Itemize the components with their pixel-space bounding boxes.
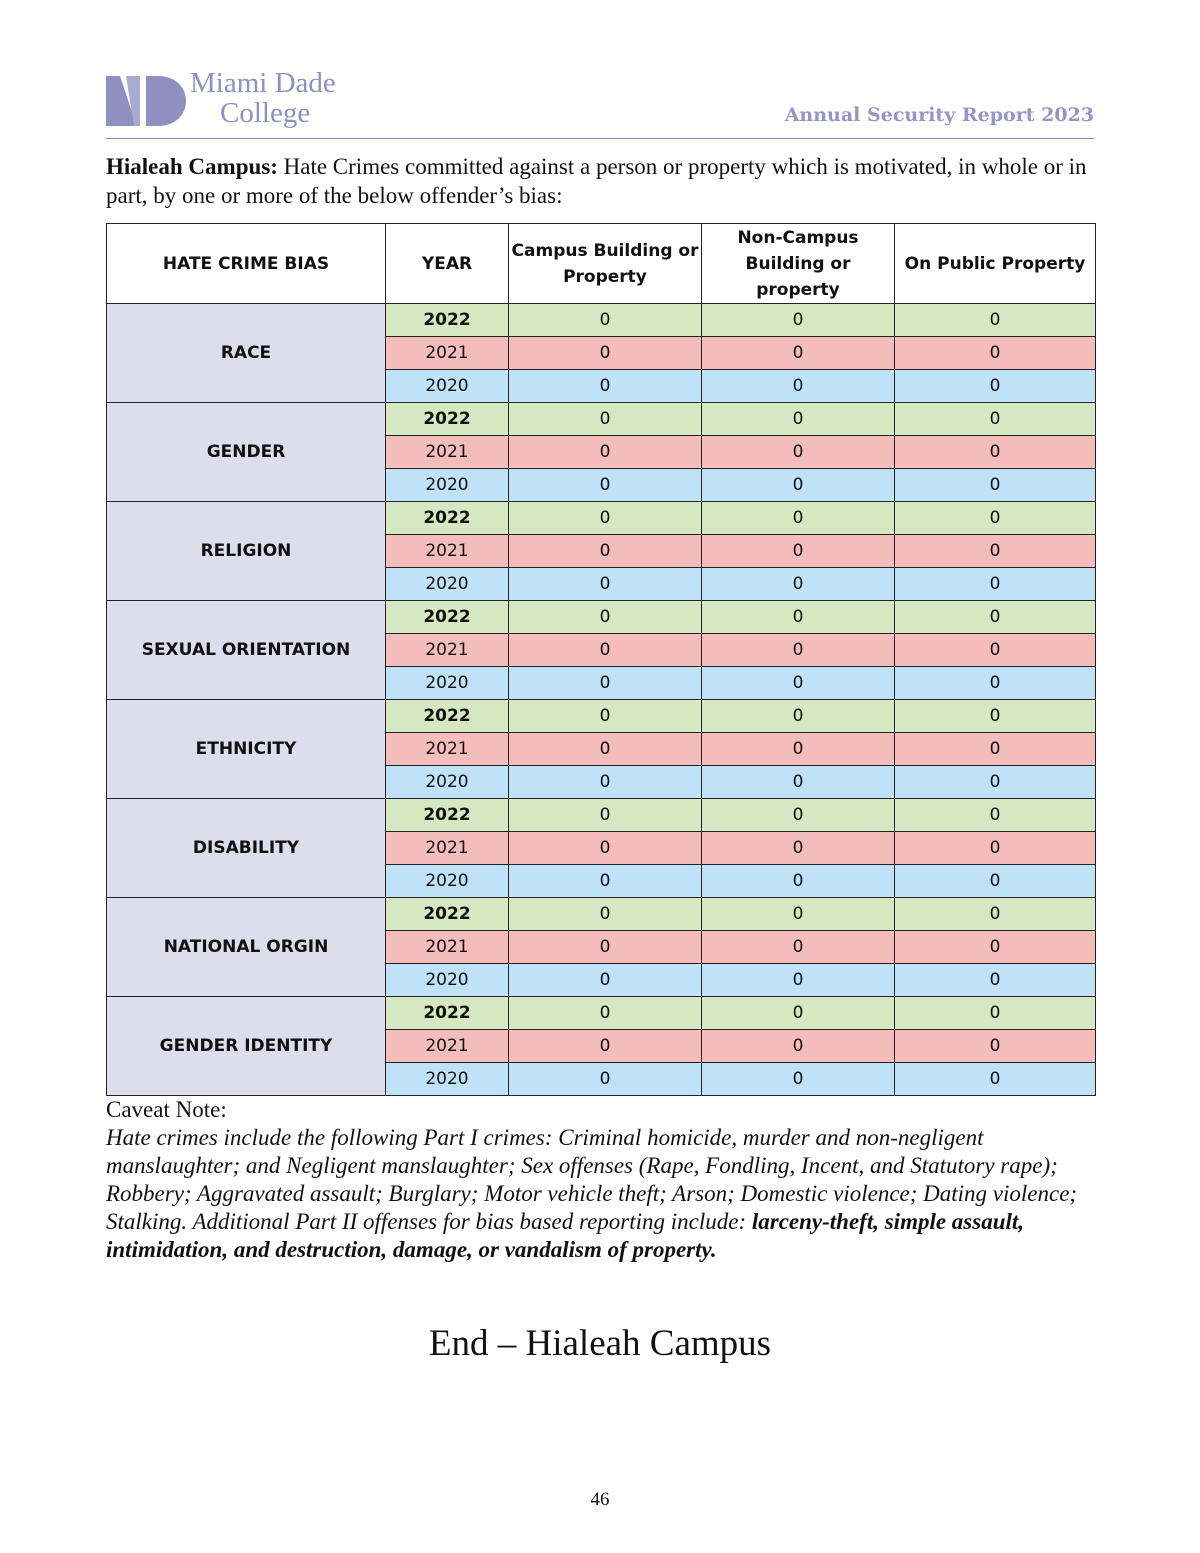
campus-count-cell: 0 xyxy=(509,370,702,403)
year-cell: 2021 xyxy=(386,1030,509,1063)
non-campus-count-cell: 0 xyxy=(702,568,895,601)
end-title: End – Hialeah Campus xyxy=(428,1323,772,1364)
logo-line-2: College xyxy=(220,97,311,129)
public-property-count-cell: 0 xyxy=(895,601,1096,634)
year-cell: 2020 xyxy=(386,964,509,997)
campus-count-cell: 0 xyxy=(509,337,702,370)
campus-count-cell: 0 xyxy=(509,997,702,1030)
year-cell: 2021 xyxy=(386,832,509,865)
header-campus: Campus Building or Property xyxy=(509,224,702,304)
bias-category: DISABILITY xyxy=(107,799,386,898)
table-row xyxy=(107,700,1096,733)
public-property-count-cell: 0 xyxy=(895,997,1096,1030)
bias-category: GENDER IDENTITY xyxy=(107,997,386,1096)
public-property-count-cell: 0 xyxy=(895,799,1096,832)
college-logo-icon xyxy=(106,70,186,126)
year-cell: 2022 xyxy=(386,799,509,832)
public-property-count-cell: 0 xyxy=(895,700,1096,733)
non-campus-count-cell: 0 xyxy=(702,667,895,700)
year-cell: 2022 xyxy=(386,700,509,733)
table-body xyxy=(107,304,1096,1096)
non-campus-count-cell: 0 xyxy=(702,469,895,502)
non-campus-count-cell: 0 xyxy=(702,997,895,1030)
public-property-count-cell: 0 xyxy=(895,469,1096,502)
college-logo-text xyxy=(190,68,336,128)
campus-count-cell: 0 xyxy=(509,832,702,865)
table-row xyxy=(107,601,1096,634)
campus-count-cell: 0 xyxy=(509,898,702,931)
campus-count-cell: 0 xyxy=(509,865,702,898)
non-campus-count-cell: 0 xyxy=(702,370,895,403)
campus-count-cell: 0 xyxy=(509,700,702,733)
public-property-count-cell: 0 xyxy=(895,898,1096,931)
non-campus-count-cell: 0 xyxy=(702,766,895,799)
non-campus-count-cell: 0 xyxy=(702,502,895,535)
public-property-count-cell: 0 xyxy=(895,535,1096,568)
campus-count-cell: 0 xyxy=(509,733,702,766)
non-campus-count-cell: 0 xyxy=(702,799,895,832)
table-row xyxy=(107,997,1096,1030)
public-property-count-cell: 0 xyxy=(895,370,1096,403)
non-campus-count-cell: 0 xyxy=(702,535,895,568)
year-cell: 2020 xyxy=(386,568,509,601)
bias-category: GENDER xyxy=(107,403,386,502)
public-property-count-cell: 0 xyxy=(895,964,1096,997)
page-header xyxy=(106,66,1094,139)
year-cell: 2022 xyxy=(386,304,509,337)
non-campus-count-cell: 0 xyxy=(702,337,895,370)
public-property-count-cell: 0 xyxy=(895,1063,1096,1096)
table-row xyxy=(107,502,1096,535)
non-campus-count-cell: 0 xyxy=(702,304,895,337)
public-property-count-cell: 0 xyxy=(895,667,1096,700)
campus-count-cell: 0 xyxy=(509,931,702,964)
bias-category: SEXUAL ORIENTATION xyxy=(107,601,386,700)
bias-category: RELIGION xyxy=(107,502,386,601)
caveat-bold-text: larceny-theft, simple assault, intimidation, and destruction, damage, or vandalism of property. xyxy=(106,1209,1025,1262)
caveat-title: Caveat Note: xyxy=(106,1097,227,1122)
public-property-count-cell: 0 xyxy=(895,436,1096,469)
year-cell: 2020 xyxy=(386,469,509,502)
caveat-note xyxy=(106,1096,1096,1264)
year-cell: 2020 xyxy=(386,370,509,403)
campus-count-cell: 0 xyxy=(509,667,702,700)
campus-count-cell: 0 xyxy=(509,403,702,436)
public-property-count-cell: 0 xyxy=(895,304,1096,337)
public-property-count-cell: 0 xyxy=(895,766,1096,799)
caveat-text: Hate crimes include the following Part I crimes: Criminal homicide, murder and non-negligent manslaughter; and Negligent manslaughter; Sex offenses (Rape, Fondling, Incent, and Statutory rape); Robbery; Aggravated assault; Burglary; Motor vehicle theft; Arson; Domestic violence; Dating violence; Stalking. Additional Part II offenses for bias based reporting include: xyxy=(106,1125,1078,1234)
campus-count-cell: 0 xyxy=(509,436,702,469)
year-cell: 2020 xyxy=(386,766,509,799)
non-campus-count-cell: 0 xyxy=(702,1063,895,1096)
header-bias: HATE CRIME BIAS xyxy=(107,224,386,304)
year-cell: 2021 xyxy=(386,436,509,469)
header-public: On Public Property xyxy=(895,224,1096,304)
campus-count-cell: 0 xyxy=(509,766,702,799)
table-row xyxy=(107,304,1096,337)
year-cell: 2021 xyxy=(386,733,509,766)
campus-count-cell: 0 xyxy=(509,1063,702,1096)
non-campus-count-cell: 0 xyxy=(702,1030,895,1063)
campus-count-cell: 0 xyxy=(509,799,702,832)
campus-count-cell: 0 xyxy=(509,634,702,667)
table-header-row xyxy=(107,224,1096,304)
campus-name: Hialeah Campus: xyxy=(106,154,278,179)
non-campus-count-cell: 0 xyxy=(702,601,895,634)
logo-line-1: Miami Dade xyxy=(190,67,336,99)
public-property-count-cell: 0 xyxy=(895,733,1096,766)
public-property-count-cell: 0 xyxy=(895,931,1096,964)
non-campus-count-cell: 0 xyxy=(702,700,895,733)
non-campus-count-cell: 0 xyxy=(702,832,895,865)
intro-text: Hate Crimes committed against a person or property which is motivated, in whole or in part, by one or more of the below offender’s bias: xyxy=(106,154,1087,208)
year-cell: 2022 xyxy=(386,898,509,931)
page-number: 46 xyxy=(590,1489,610,1510)
bias-category: NATIONAL ORGIN xyxy=(107,898,386,997)
year-cell: 2021 xyxy=(386,634,509,667)
hate-crime-table xyxy=(106,223,1096,1096)
public-property-count-cell: 0 xyxy=(895,337,1096,370)
intro-paragraph xyxy=(106,152,1096,210)
public-property-count-cell: 0 xyxy=(895,502,1096,535)
non-campus-count-cell: 0 xyxy=(702,634,895,667)
table-row xyxy=(107,898,1096,931)
non-campus-count-cell: 0 xyxy=(702,964,895,997)
report-title: Annual Security Report 2023 xyxy=(784,104,1094,126)
campus-count-cell: 0 xyxy=(509,568,702,601)
year-cell: 2020 xyxy=(386,1063,509,1096)
non-campus-count-cell: 0 xyxy=(702,403,895,436)
public-property-count-cell: 0 xyxy=(895,1030,1096,1063)
public-property-count-cell: 0 xyxy=(895,634,1096,667)
non-campus-count-cell: 0 xyxy=(702,733,895,766)
year-cell: 2021 xyxy=(386,931,509,964)
header-non-campus: Non-Campus Building or property xyxy=(702,224,895,304)
campus-count-cell: 0 xyxy=(509,1030,702,1063)
year-cell: 2020 xyxy=(386,865,509,898)
year-cell: 2022 xyxy=(386,601,509,634)
bias-category: ETHNICITY xyxy=(107,700,386,799)
table-row xyxy=(107,799,1096,832)
table-row xyxy=(107,403,1096,436)
year-cell: 2022 xyxy=(386,502,509,535)
year-cell: 2022 xyxy=(386,997,509,1030)
campus-count-cell: 0 xyxy=(509,601,702,634)
campus-count-cell: 0 xyxy=(509,502,702,535)
campus-count-cell: 0 xyxy=(509,964,702,997)
campus-count-cell: 0 xyxy=(509,469,702,502)
campus-count-cell: 0 xyxy=(509,535,702,568)
year-cell: 2021 xyxy=(386,337,509,370)
bias-category: RACE xyxy=(107,304,386,403)
public-property-count-cell: 0 xyxy=(895,403,1096,436)
non-campus-count-cell: 0 xyxy=(702,865,895,898)
public-property-count-cell: 0 xyxy=(895,865,1096,898)
non-campus-count-cell: 0 xyxy=(702,898,895,931)
year-cell: 2021 xyxy=(386,535,509,568)
year-cell: 2020 xyxy=(386,667,509,700)
non-campus-count-cell: 0 xyxy=(702,436,895,469)
non-campus-count-cell: 0 xyxy=(702,931,895,964)
public-property-count-cell: 0 xyxy=(895,568,1096,601)
campus-count-cell: 0 xyxy=(509,304,702,337)
year-cell: 2022 xyxy=(386,403,509,436)
public-property-count-cell: 0 xyxy=(895,832,1096,865)
header-year: YEAR xyxy=(386,224,509,304)
